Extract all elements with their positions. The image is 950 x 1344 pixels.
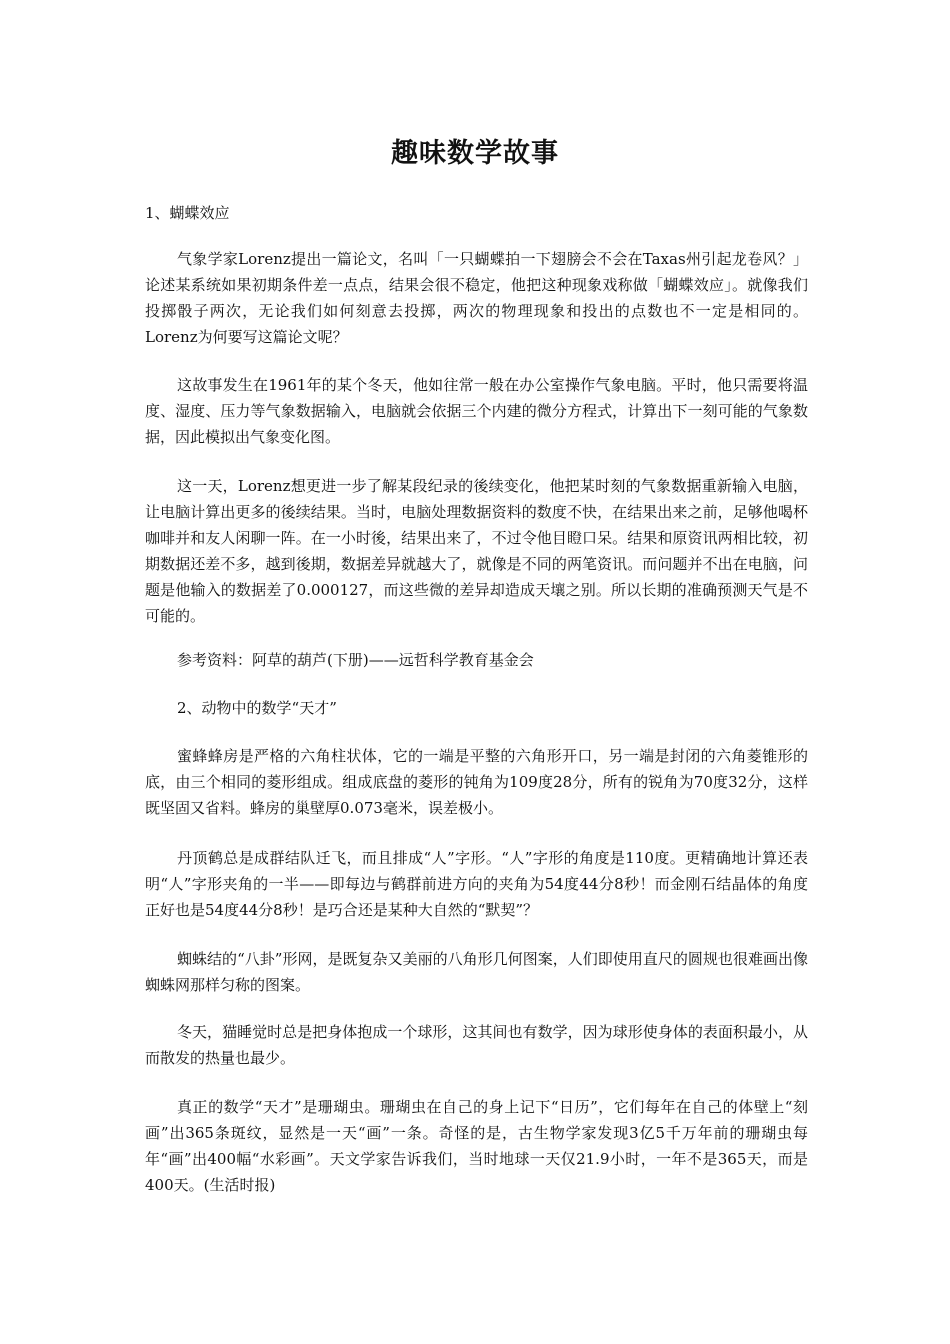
section-2-paragraph-1: 蜜蜂蜂房是严格的六角柱状体，它的一端是平整的六角形开口，另一端是封闭的六角菱锥形的底，由三个相同的菱形组成。组成底盘的菱形的钝角为109度28分，所有的锐角为70度32分，这样既坚固又省料。蜂房的巢壁厚0.073毫米，误差极小。 (145, 747, 808, 817)
section-2-paragraph-2: 丹顶鹤总是成群结队迁飞，而且排成“人”字形。“人”字形的角度是110度。更精确地计算还表明“人”字形夹角的一半——即每边与鹤群前进方向的夹角为54度44分8秒！而金刚石结晶体的角度正好也是54度44分8秒！是巧合还是某种大自然的“默契”？ (145, 849, 808, 919)
document-title: 趣味数学故事 (391, 138, 559, 169)
section-1-reference: 参考资料：阿草的葫芦(下册)——远哲科学教育基金会 (177, 651, 534, 669)
section-1-heading: 1、蝴蝶效应 (145, 204, 230, 222)
section-1-paragraph-3: 这一天，Lorenz想更进一步了解某段纪录的後续变化，他把某时刻的气象数据重新输入电脑，让电脑计算出更多的後续结果。当时，电脑处理数据资料的数度不快，在结果出来之前，足够他喝杯咖啡并和友人闲聊一阵。在一小时後，结果出来了，不过令他目瞪口呆。结果和原资讯两相比较，初期数据还差不多，越到後期，数据差异就越大了，就像是不同的两笔资讯。而问题并不出在电脑，问题是他输入的数据差了0.000127，而这些微的差异却造成天壤之别。所以长期的准确预测天气是不可能的。 (145, 477, 808, 625)
section-1-paragraph-1: 气象学家Lorenz提出一篇论文，名叫「一只蝴蝶拍一下翅膀会不会在Taxas州引起龙卷风？」论述某系统如果初期条件差一点点，结果会很不稳定，他把这种现象戏称做「蝴蝶效应」。就像我们投掷骰子两次，无论我们如何刻意去投掷，两次的物理现象和投出的点数也不一定是相同的。Lorenz为何要写这篇论文呢？ (145, 250, 808, 346)
section-2-heading: 2、动物中的数学“天才” (177, 699, 337, 717)
section-2-paragraph-5: 真正的数学“天才”是珊瑚虫。珊瑚虫在自己的身上记下“日历”，它们每年在自己的体壁上“刻画”出365条斑纹，显然是一天“画”一条。奇怪的是，古生物学家发现3亿5千万年前的珊瑚虫每年“画”出400幅“水彩画”。天文学家告诉我们，当时地球一天仅21.9小时，一年不是365天，而是400天。(生活时报) (145, 1098, 808, 1194)
section-2-paragraph-3: 蜘蛛结的“八卦”形网，是既复杂又美丽的八角形几何图案，人们即使用直尺的圆规也很难画出像蜘蛛网那样匀称的图案。 (145, 950, 808, 994)
section-1-paragraph-2: 这故事发生在1961年的某个冬天，他如往常一般在办公室操作气象电脑。平时，他只需要将温度、湿度、压力等气象数据输入，电脑就会依据三个内建的微分方程式，计算出下一刻可能的气象数据，因此模拟出气象变化图。 (145, 376, 808, 446)
section-2-paragraph-4: 冬天，猫睡觉时总是把身体抱成一个球形，这其间也有数学，因为球形使身体的表面积最小，从而散发的热量也最少。 (145, 1023, 808, 1067)
